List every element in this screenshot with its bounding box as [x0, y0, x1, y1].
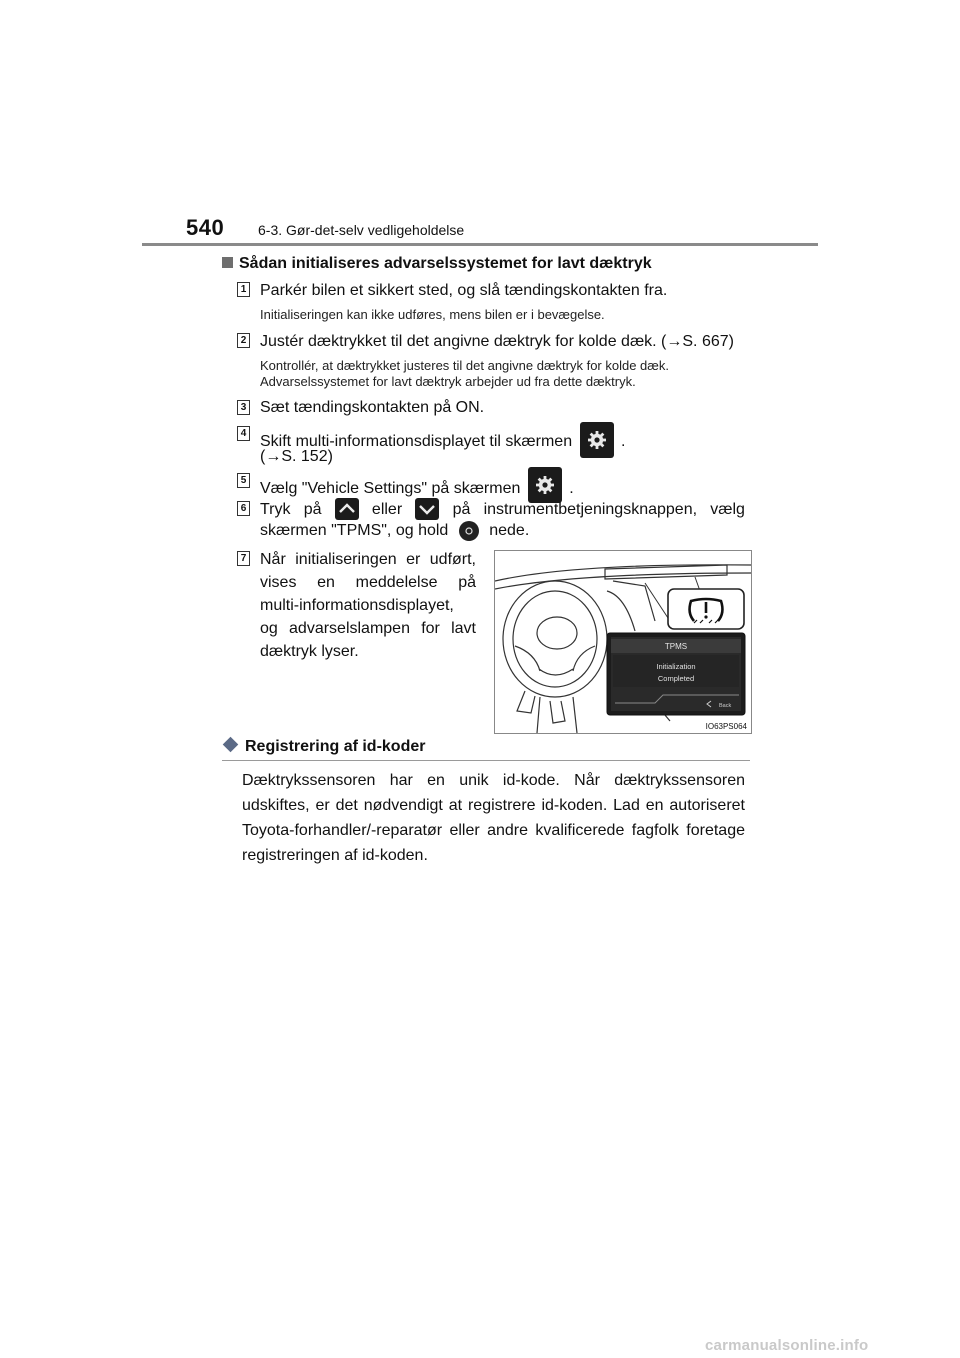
- heading-square-icon: [222, 257, 233, 268]
- step-1-text: Parkér bilen et sikkert sted, og slå tændingskontakten fra.: [260, 282, 668, 299]
- registration-line: Toyota-forhandler/-reparatør eller andre kvalificerede fagfolk foretage: [242, 822, 745, 839]
- step-4-text: Skift multi-informationsdisplayet til skærmen: [260, 433, 573, 451]
- dashboard-illustration: [494, 550, 752, 734]
- step-number-7: 7: [237, 551, 250, 566]
- step-2-note-line2: Advarselssystemet for lavt dæktryk arbejder ud fra dette dæktryk.: [260, 374, 636, 389]
- step-7-line2: vises en meddelelse på: [260, 574, 476, 591]
- screen-line2: Completed: [657, 674, 695, 683]
- chevron-down-icon: [415, 498, 439, 520]
- step-7-line4: og advarselslampen for lavt: [260, 620, 476, 637]
- step-7-line5: dæktryk lyser.: [260, 643, 359, 660]
- header-rule: [142, 243, 818, 246]
- step-1-note: Initialiseringen kan ikke udføres, mens bilen er i bevægelse.: [260, 307, 605, 322]
- page-number: 540: [186, 215, 225, 240]
- gear-icon: [580, 422, 614, 458]
- registration-text: [242, 768, 745, 868]
- step-6-word: instrumentbetjeningsknappen,: [483, 500, 698, 518]
- step-6-text: skærmen "TPMS", og hold: [260, 522, 449, 539]
- registration-line: registreringen af id-koden.: [242, 847, 428, 864]
- step-number-2: 2: [237, 333, 250, 348]
- registration-line: udskiftes, er det nødvendigt at registrere id-koden. Lad en autoriseret: [242, 797, 745, 814]
- step-number-3: 3: [237, 400, 250, 415]
- footer-watermark: carmanualsonline.info: [705, 1337, 869, 1354]
- diamond-icon: [223, 737, 239, 753]
- step-3-text: Sæt tændingskontakten på ON.: [260, 399, 485, 416]
- chevron-up-icon: [335, 498, 359, 520]
- section-title: 6-3. Gør-det-selv vedligeholdelse: [258, 222, 465, 238]
- screen-back: Back: [719, 703, 732, 709]
- step-6-word: Tryk: [260, 500, 291, 518]
- step-4-text-end: .: [621, 433, 626, 451]
- procedure-heading: [222, 255, 652, 273]
- step-7-line1: Når initialiseringen er udført,: [260, 551, 476, 568]
- step-6-word: eller: [371, 500, 403, 518]
- registration-rule: [222, 760, 750, 761]
- registration-heading: [222, 738, 425, 756]
- step-5-text: Vælg "Vehicle Settings" på skærmen: [260, 480, 521, 498]
- step-6-line1: [260, 498, 745, 520]
- step-number-5: 5: [237, 473, 250, 488]
- screen-title: TPMS: [664, 642, 688, 651]
- step-5-text-end: .: [569, 480, 574, 498]
- step-4-line2: (→S. 152): [260, 448, 333, 465]
- step-6-word: vælg: [710, 500, 745, 518]
- step-6-line2: [260, 520, 529, 541]
- step-number-4: 4: [237, 426, 250, 441]
- step-6-word: på: [452, 500, 471, 518]
- step-2-text: Justér dæktrykket til det angivne dæktryk for kolde dæk. (→S. 667): [260, 333, 734, 350]
- dashboard-drawing: [495, 551, 751, 733]
- registration-line: Dæktrykssensoren har en unik id-kode. Når dæktrykssensoren: [242, 772, 745, 789]
- step-7-line3: multi-informationsdisplayet,: [260, 597, 454, 614]
- procedure-heading-text: Sådan initialiseres advarselssystemet for lavt dæktryk: [239, 255, 652, 272]
- ok-button-icon: [459, 521, 479, 541]
- step-6-text-end: nede.: [489, 522, 530, 539]
- step-6-word: på: [303, 500, 322, 518]
- step-number-6: 6: [237, 501, 250, 516]
- step-number-1: 1: [237, 282, 250, 297]
- step-2-note-line1: Kontrollér, at dæktrykket justeres til det angivne dæktryk for kolde dæk.: [260, 358, 669, 373]
- screen-line1: Initialization: [656, 662, 696, 671]
- figure-code: IO63PS064: [705, 722, 747, 731]
- registration-title: Registrering af id-koder: [245, 738, 426, 755]
